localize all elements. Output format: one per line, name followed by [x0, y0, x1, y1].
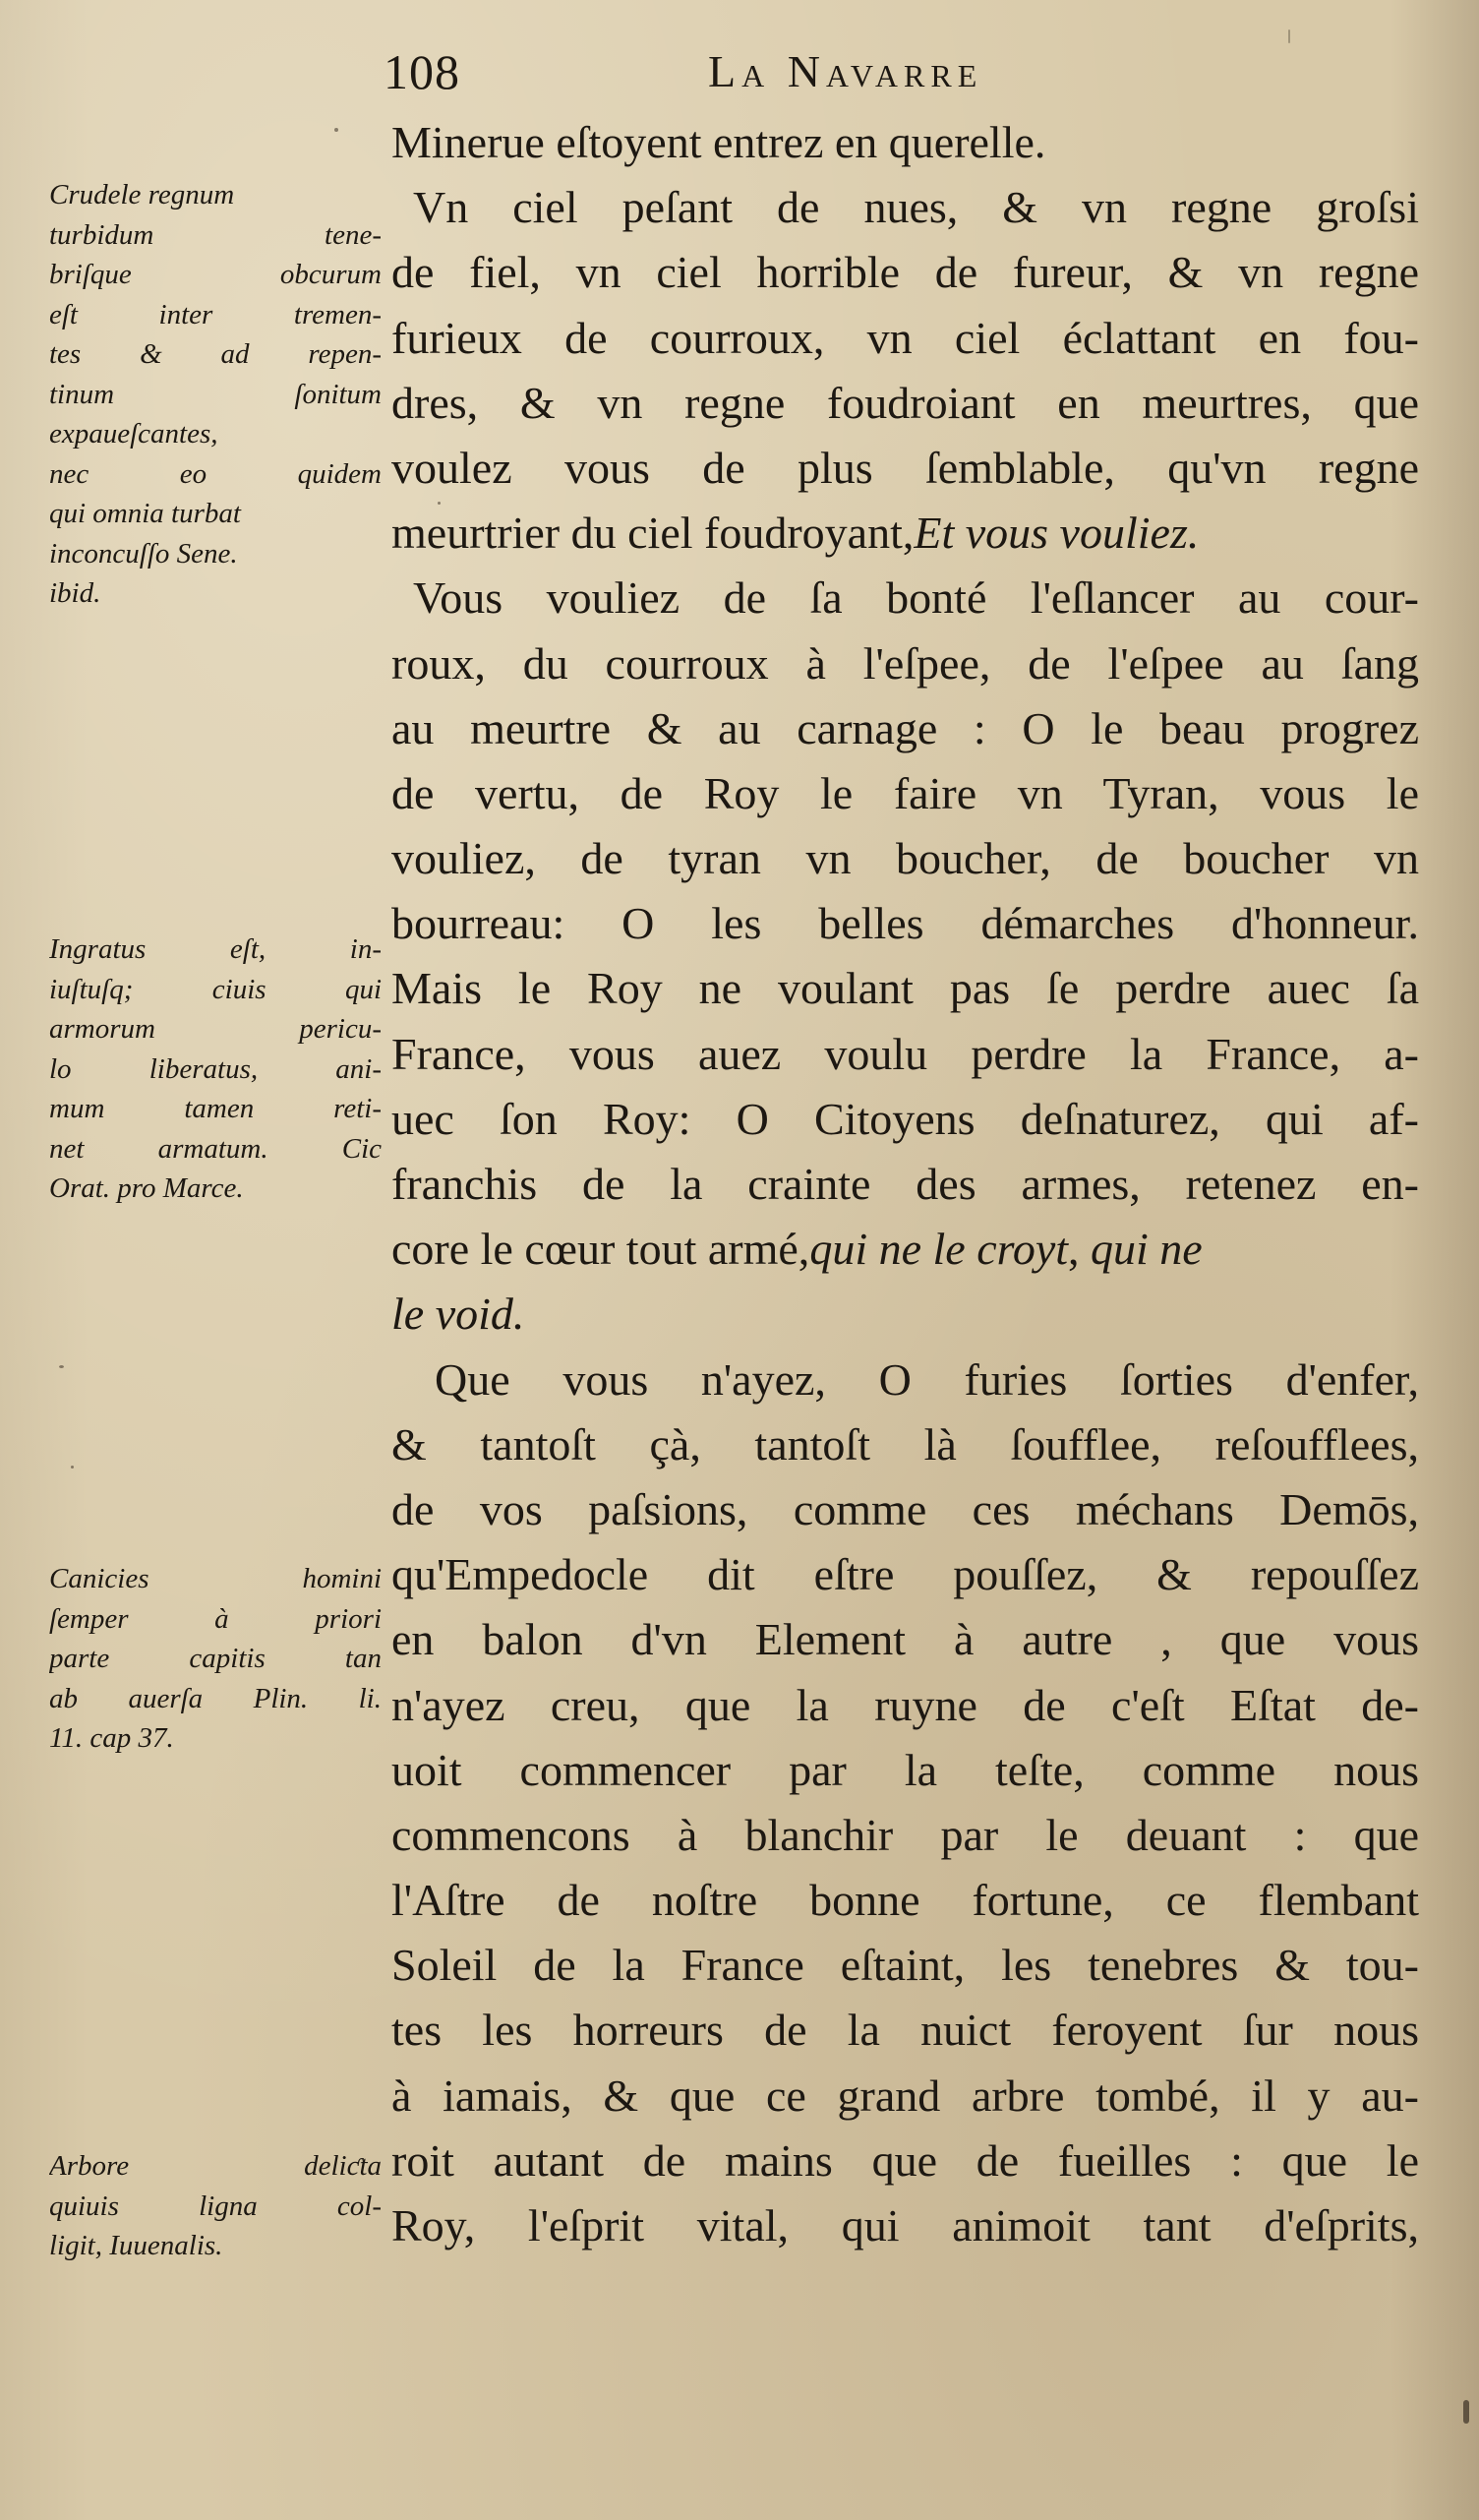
text-line: uec ſon Roy: O Citoyens deſnaturez, qui af- [391, 1093, 1419, 1144]
text-line: furieux de courroux, vn ciel éclattant en fou- [391, 312, 1419, 363]
text-line: tes les horreurs de la nuict feroyent ſur nous [391, 2005, 1419, 2056]
margin-note-line: expaueſcantes, [49, 418, 218, 450]
margin-note-line: ab auerſa Plin. li. [49, 1682, 382, 1714]
margin-note-line: net armatum. Cic [49, 1132, 382, 1165]
page-header [384, 37, 1160, 106]
text-line: Vn ciel peſant de nues, & vn regne groſsi [413, 182, 1419, 233]
text-line: de fiel, vn ciel horrible de fureur, & vn regne [391, 247, 1419, 298]
margin-note-line: qui omnia turbat [49, 498, 241, 529]
italic-segment: qui ne [1091, 1224, 1203, 1275]
text-line: de vos paſsions, comme ces méchans Demōs, [391, 1483, 1419, 1534]
margin-note [49, 175, 382, 614]
text-segment: core le cœur tout armé, [391, 1224, 810, 1275]
margin-note-line: mum tamen reti- [49, 1093, 382, 1124]
ink-speck [438, 502, 441, 505]
text-line: le void. [391, 1289, 525, 1340]
text-line: dres, & vn regne foudroiant en meurtres, que [391, 377, 1419, 428]
ink-speck [1463, 2400, 1469, 2424]
ink-speck [334, 128, 338, 132]
text-line: l'Aſtre de noſtre bonne fortune, ce flembant [391, 1875, 1419, 1926]
text-line: de vertu, de Roy le faire vn Tyran, vous le [391, 767, 1419, 818]
text-line: Que vous n'ayez, O furies ſorties d'enfer, [435, 1353, 1419, 1405]
italic-segment: qui ne le croyt [809, 1224, 1069, 1275]
text-line: & tantoſt çà, tantoſt là ſoufflee, reſoufflees, [391, 1418, 1419, 1470]
margin-note-line: armorum pericu- [49, 1013, 382, 1045]
margin-note-line: Canicies homini [49, 1563, 382, 1594]
margin-note-line: Crudele regnum [49, 179, 235, 210]
text-line: commencons à blanchir par le deuant : que [391, 1809, 1419, 1860]
text-line: Mais le Roy ne voulant pas ſe perdre auec ſa [391, 963, 1419, 1014]
main-text-block [391, 110, 1419, 2258]
margin-note-line: inconcuſſo Sene. [49, 537, 238, 570]
ink-speck [59, 1365, 64, 1368]
text-line: Soleil de la France eſtaint, les tenebres & tou- [391, 1940, 1419, 1991]
text-line: franchis de la crainte des armes, retenez en- [391, 1159, 1419, 1209]
margin-note-line: lo liberatus, ani- [49, 1052, 382, 1085]
text-line-with-italic [391, 501, 1419, 566]
text-line: à iamais, & que ce grand arbre tombé, il y au- [391, 2070, 1419, 2121]
margin-note-line: tinum ſonitum [49, 378, 382, 410]
text-line-with-italic [391, 1217, 1419, 1282]
margin-note-line: tes & ad repen- [49, 338, 382, 370]
ink-speck [71, 1466, 74, 1469]
text-line: Roy, l'eſprit vital, qui animoit tant d'eſprits, [391, 2200, 1419, 2250]
text-line: Minerue eſtoyent entrez en querelle. [391, 117, 1046, 167]
text-line: en balon d'vn Element à autre , que vous [391, 1614, 1419, 1665]
margin-note-line: ligit, Iuuenalis. [49, 2230, 223, 2261]
margin-note-line: iuſtuſq; ciuis qui [49, 973, 382, 1005]
margin-note [49, 2146, 382, 2266]
margin-note-line: quiuis ligna col- [49, 2190, 382, 2222]
text-line: roux, du courroux à l'eſpee, de l'eſpee au ſang [391, 637, 1419, 689]
margin-note-line: parte capitis tan [49, 1643, 382, 1674]
text-line: vouliez, de tyran vn boucher, de boucher vn [391, 833, 1419, 884]
text-line: roit autant de mains que de fueilles : que le [391, 2134, 1419, 2186]
margin-note-line: nec eo quidem [49, 457, 382, 490]
text-line: France, vous auez voulu perdre la France, a- [391, 1028, 1419, 1079]
text-line: bourreau: O les belles démarches d'honneur. [391, 898, 1419, 949]
italic-segment: Et vous vouliez. [914, 508, 1200, 559]
margin-note-line: eſt inter tremen- [49, 298, 382, 330]
margin-note-line: Ingratus eſt, in- [49, 933, 382, 965]
running-head: La Navarre [708, 46, 983, 96]
margin-note-line: briſque obcurum [49, 259, 382, 290]
margin-note-line: Orat. pro Marce. [49, 1172, 244, 1204]
text-line: Vous vouliez de ſa bonté l'eſlancer au cour- [413, 572, 1419, 624]
ink-speck [1288, 30, 1290, 43]
text-line: uoit commencer par la teſte, comme nous [391, 1744, 1419, 1795]
margin-note-line: Arbore deliƈta [49, 2150, 382, 2182]
margin-note-line: ſemper à priori [49, 1602, 382, 1635]
text-segment: , [1068, 1224, 1092, 1275]
text-line: au meurtre & au carnage : O le beau progrez [391, 702, 1419, 753]
page-number: 108 [384, 44, 460, 99]
margin-note [49, 1559, 382, 1759]
margin-note-line: 11. cap 37. [49, 1722, 174, 1754]
text-line: voulez vous de plus ſemblable, qu'vn regne [391, 442, 1419, 493]
text-line: n'ayez creu, que la ruyne de c'eſt Eſtat de- [391, 1679, 1419, 1730]
margin-note [49, 930, 382, 1209]
margin-note-line: ibid. [49, 577, 101, 609]
text-segment: meurtrier du ciel foudroyant, [391, 508, 915, 559]
margin-note-line: turbidum tene- [49, 218, 382, 251]
text-line: qu'Empedocle dit eſtre pouſſez, & repouſſez [391, 1549, 1419, 1600]
